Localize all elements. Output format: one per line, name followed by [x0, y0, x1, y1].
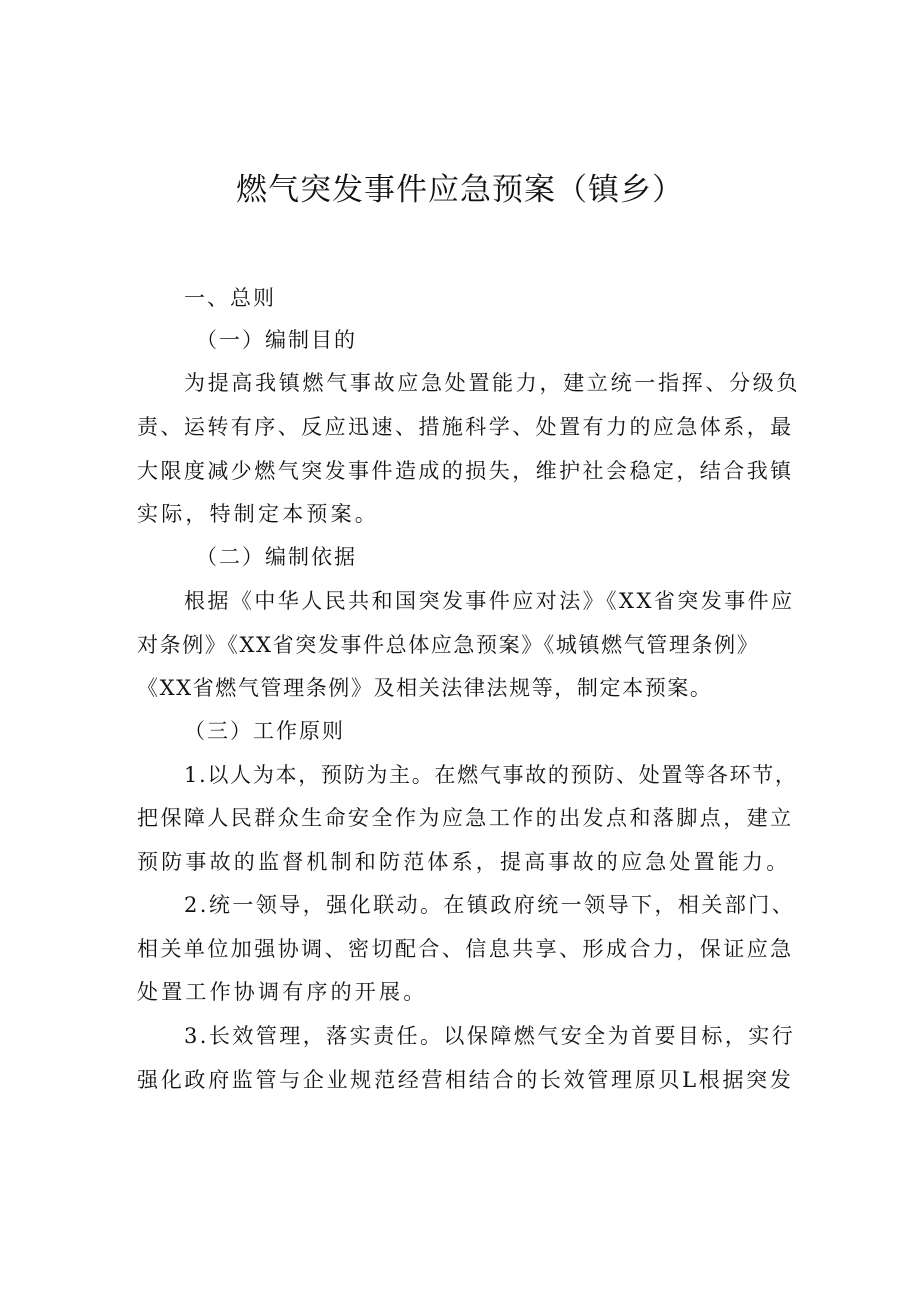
- document-title: 燃气突发事件应急预案（镇乡）: [236, 172, 684, 208]
- paragraph-basis-line-2: 对条例》《XX省突发事件总体应急预案》《城镇燃气管理条例》: [137, 633, 760, 657]
- paragraph-principle-2-line-2: 相关单位加强协调、密切配合、信息共享、形成合力，保证应急: [137, 937, 794, 961]
- paragraph-purpose-line-3: 大限度减少燃气突发事件造成的损失，维护社会稳定，结合我镇: [137, 459, 794, 483]
- paragraph-principle-2-line-3: 处置工作协调有序的开展。: [137, 980, 428, 1004]
- paragraph-principle-3-line-2: 强化政府监管与企业规范经营相结合的长效管理原贝L根据突发: [137, 1068, 794, 1092]
- paragraph-purpose-line-2: 责、运转有序、反应迅速、措施科学、处置有力的应急体系，最: [137, 415, 794, 439]
- subsection-heading-purpose: （一）编制目的: [196, 328, 357, 352]
- section-heading-general: 一、总则: [184, 286, 276, 310]
- paragraph-principle-1-line-1: 1.以人为本，预防为主。在燃气事故的预防、处置等各环节，: [184, 763, 798, 787]
- paragraph-principle-1-line-3: 预防事故的监督机制和防范体系，提高事故的应急处置能力。: [137, 850, 791, 874]
- paragraph-basis-line-1: 根据《中华人民共和国突发事件应对法》《XX省突发事件应: [184, 589, 795, 613]
- paragraph-basis-line-3: 《XX省燃气管理条例》及相关法律法规等，制定本预案。: [137, 676, 713, 700]
- paragraph-principle-3-line-1: 3.长效管理，落实责任。以保障燃气安全为首要目标，实行: [184, 1024, 796, 1048]
- paragraph-principle-1-line-2: 把保障人民群众生命安全作为应急工作的出发点和落脚点，建立: [137, 806, 794, 830]
- paragraph-purpose-line-4: 实际，特制定本预案。: [137, 502, 379, 526]
- subsection-heading-principles: （三）工作原则: [184, 719, 345, 743]
- subsection-heading-basis: （二）编制依据: [196, 545, 357, 569]
- paragraph-purpose-line-1: 为提高我镇燃气事故应急处置能力，建立统一指挥、分级负: [184, 371, 801, 395]
- paragraph-principle-2-line-1: 2.统一领导，强化联动。在镇政府统一领导下，相关部门、: [184, 893, 796, 917]
